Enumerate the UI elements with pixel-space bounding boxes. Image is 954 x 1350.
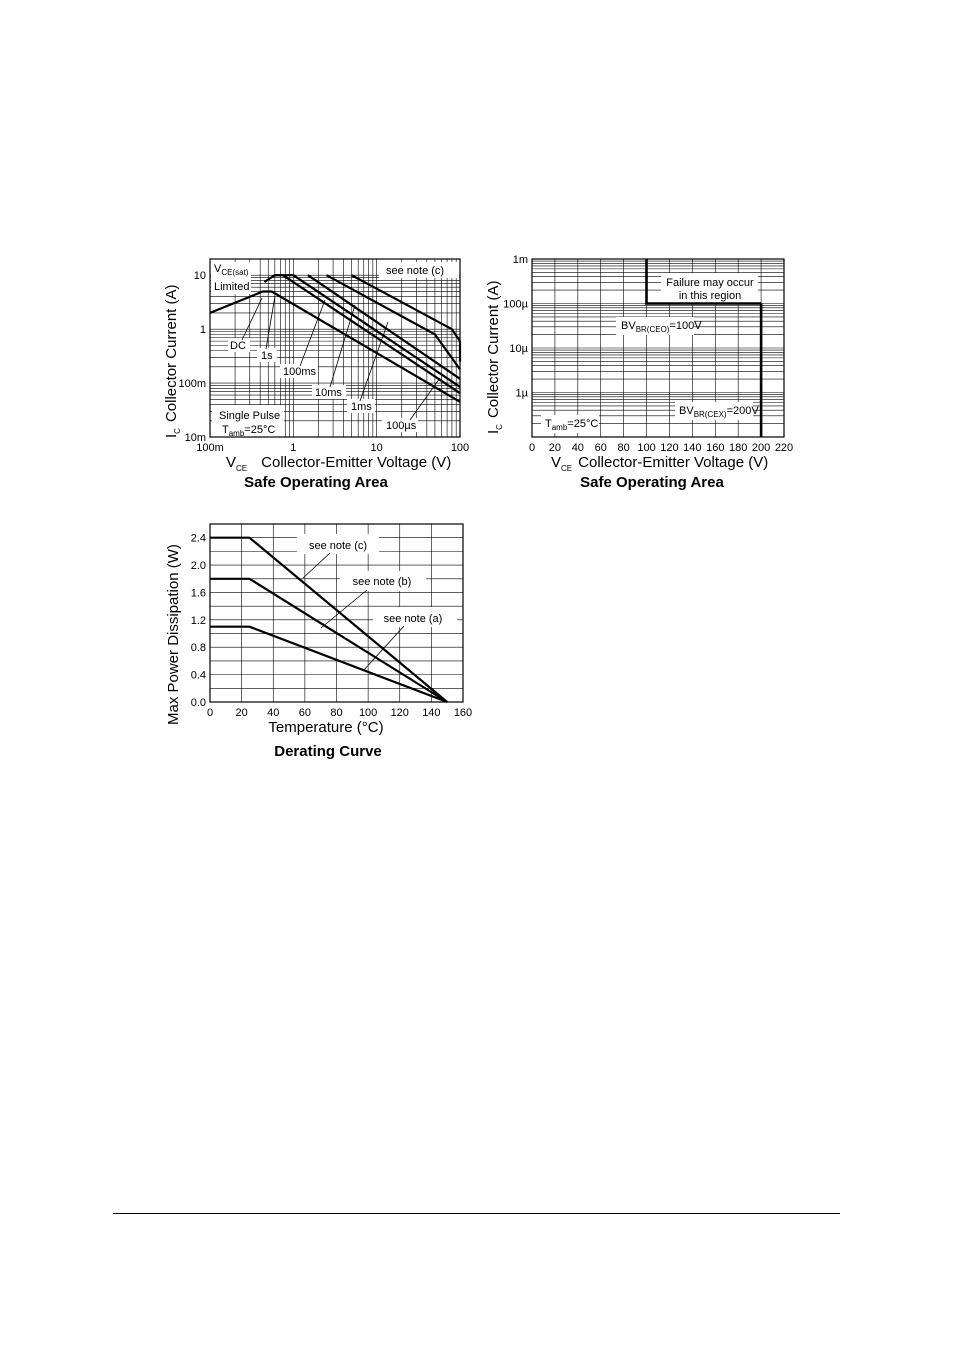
tamb-label: $T_{amb}=25^\circ C$ bbox=[222, 424, 276, 438]
x-tick-label: 100 bbox=[637, 442, 656, 454]
x-tick-label: 20 bbox=[235, 707, 248, 719]
vce-sat-limited-label: Limited bbox=[214, 281, 250, 293]
single-pulse-label: Single Pulse bbox=[219, 410, 281, 422]
x-tick-label: 100m bbox=[196, 442, 224, 454]
soa-linear-x-axis-label: $V_{CE}$ Collector-Emitter Voltage (V) bbox=[551, 454, 769, 473]
x-tick-label: 60 bbox=[594, 442, 607, 454]
x-tick-label: 160 bbox=[453, 707, 473, 719]
derating-title: Derating Curve bbox=[274, 743, 382, 760]
y-tick-label: 1.2 bbox=[190, 614, 206, 627]
y-tick-label: 100µ bbox=[503, 298, 528, 311]
derating-note-b-label: see note (b) bbox=[352, 576, 412, 588]
x-tick-label: 100 bbox=[358, 707, 378, 719]
x-tick-label: 220 bbox=[774, 442, 794, 454]
y-tick-label: 100m bbox=[178, 378, 206, 391]
100ms-label: 100ms bbox=[283, 366, 317, 378]
x-tick-label: 200 bbox=[751, 442, 771, 454]
x-tick-label: 60 bbox=[298, 707, 311, 719]
see-note-c-label: see note (c) bbox=[386, 265, 445, 277]
derating-y-axis-label: Max Power Dissipation (W) bbox=[165, 544, 182, 725]
derating-x-axis-label: Temperature (°C) bbox=[268, 719, 384, 736]
x-tick-label: 10 bbox=[370, 442, 383, 454]
vce-sat-label: $V_{CE(sat)}$ bbox=[214, 263, 249, 277]
bv-cex-label: $BV_{BR(CEX)}=200V$ bbox=[679, 405, 759, 419]
x-tick-label: 140 bbox=[422, 707, 441, 719]
bv-ceo-label: $BV_{BR(CEO)}=100V$ bbox=[621, 320, 702, 334]
x-tick-label: 160 bbox=[706, 442, 725, 454]
x-tick-label: 0 bbox=[528, 442, 536, 454]
soa-linear-chart bbox=[485, 254, 793, 491]
x-tick-label: 80 bbox=[617, 442, 630, 454]
10ms-label: 10ms bbox=[315, 387, 342, 399]
failure-region-label-line1: Failure may occur bbox=[666, 277, 754, 289]
y-tick-label: 0.8 bbox=[190, 642, 206, 655]
dc-label: DC bbox=[230, 340, 246, 352]
x-tick-label: 120 bbox=[660, 442, 679, 454]
derating-note-c-label: see note (c) bbox=[308, 540, 368, 552]
tamb-label-2: $T_{amb}=25^\circ C$ bbox=[545, 418, 599, 432]
derating-note-a-label: see note (a) bbox=[383, 613, 443, 625]
1s-label: 1s bbox=[261, 350, 273, 362]
y-tick-label: 10m bbox=[184, 432, 206, 444]
x-tick-label: 40 bbox=[267, 707, 280, 719]
y-tick-label: 10µ bbox=[509, 343, 528, 355]
y-tick-label: 1m bbox=[512, 254, 528, 266]
soa-log-y-axis-label: $I_CCollector$ Current (A) bbox=[163, 284, 182, 438]
y-tick-label: 1 bbox=[199, 324, 206, 337]
y-tick-label: 2.4 bbox=[190, 532, 206, 545]
y-tick-label: 1µ bbox=[515, 387, 528, 400]
soa-linear-title: Safe Operating Area bbox=[580, 474, 724, 491]
page-footer-rule bbox=[113, 1213, 840, 1214]
soa-log-chart bbox=[163, 259, 469, 491]
x-tick-label: 140 bbox=[683, 442, 702, 454]
x-tick-label: 100 bbox=[450, 442, 470, 454]
soa-linear-y-axis-label: $I_CCollector$ Current (A) bbox=[485, 280, 504, 434]
y-tick-label: 10 bbox=[193, 270, 206, 283]
soa-log-x-axis-label: $V_{CE}$ Collector-Emitter Voltage (V) bbox=[226, 454, 452, 473]
derating-series-line bbox=[210, 627, 447, 702]
x-tick-label: 120 bbox=[390, 707, 409, 719]
100us-label: 100µs bbox=[386, 420, 417, 432]
soa-log-title: Safe Operating Area bbox=[244, 474, 388, 491]
y-tick-label: 0.0 bbox=[190, 697, 206, 709]
derating-chart bbox=[165, 524, 472, 760]
1ms-label: 1ms bbox=[351, 401, 372, 413]
y-tick-label: 1.6 bbox=[190, 587, 206, 600]
x-tick-label: 0 bbox=[206, 707, 214, 719]
failure-region-label-line2: in this region bbox=[678, 290, 742, 302]
x-tick-label: 80 bbox=[330, 707, 343, 719]
x-tick-label: 180 bbox=[729, 442, 748, 454]
x-tick-label: 1 bbox=[290, 442, 297, 454]
x-tick-label: 40 bbox=[571, 442, 584, 454]
x-tick-label: 20 bbox=[548, 442, 562, 454]
derating-series-line bbox=[210, 579, 447, 702]
y-tick-label: 2.0 bbox=[190, 560, 206, 573]
y-tick-label: 0.4 bbox=[190, 669, 206, 682]
